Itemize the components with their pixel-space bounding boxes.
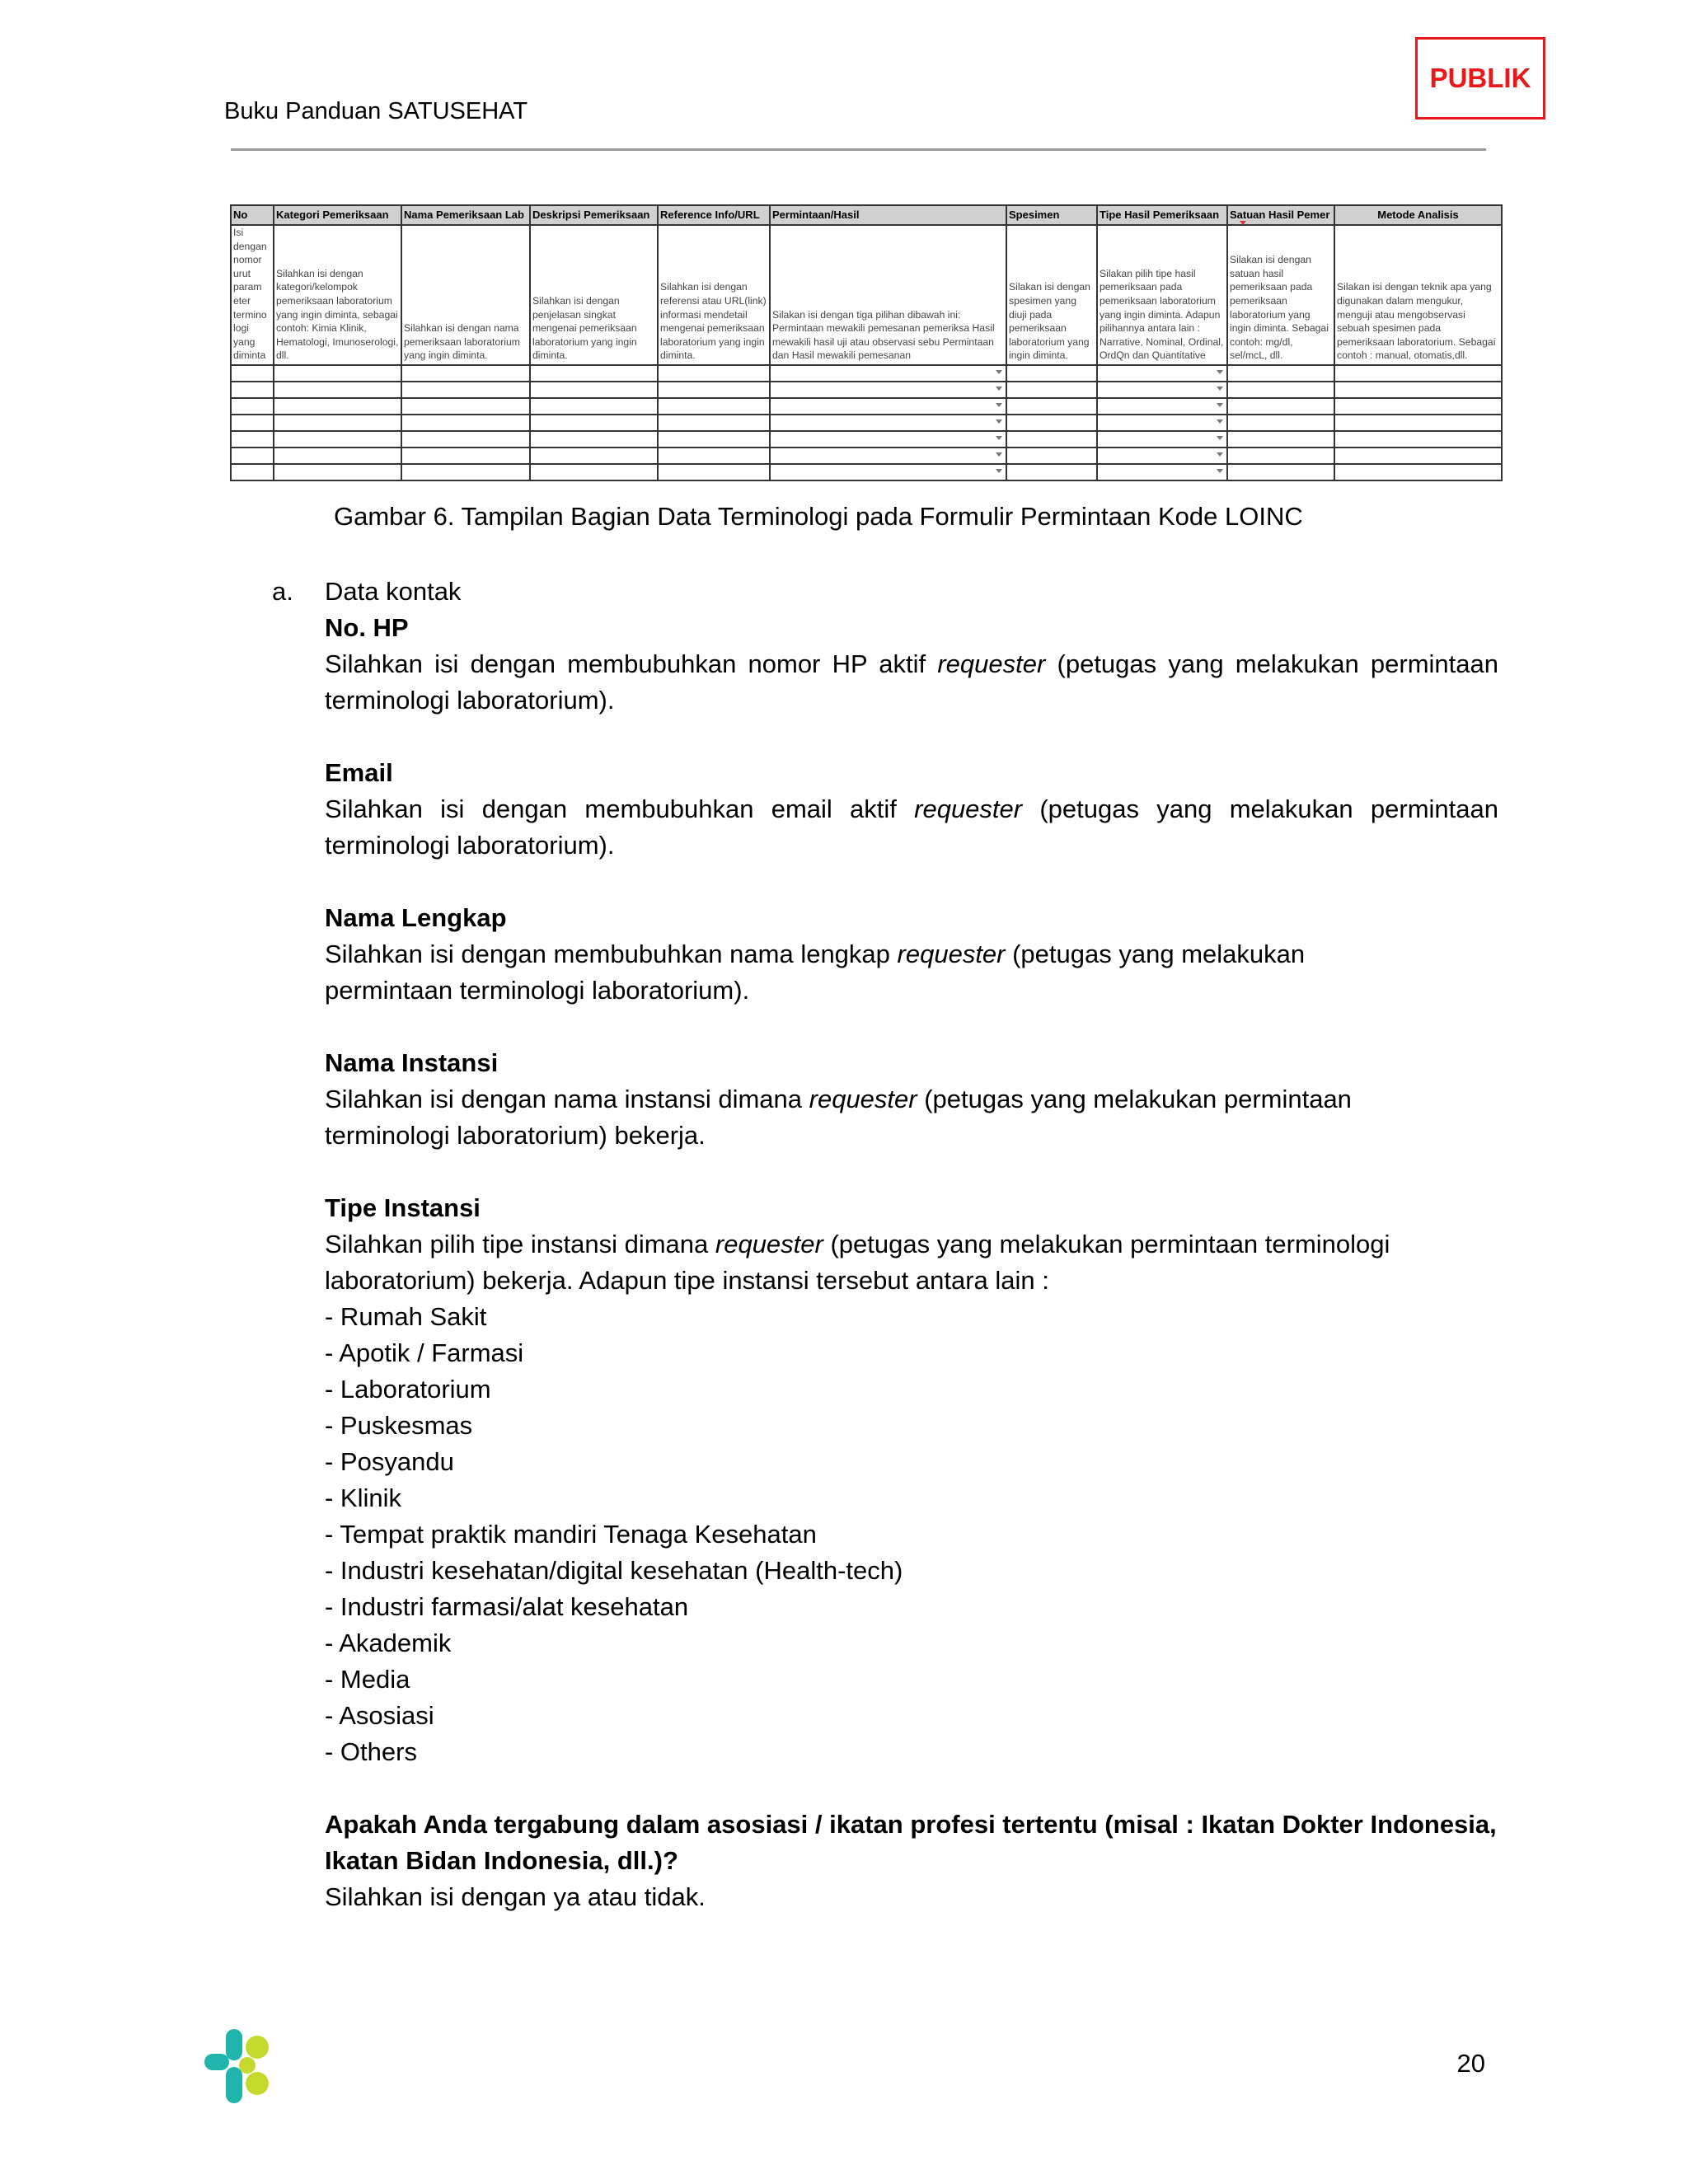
terminology-form-figure (230, 204, 1501, 491)
table-cell: Silakan pilih tipe hasil pemeriksaan pada pemeriksaan laboratorium yang ingin diminta. Adapun pilihannya antara lain : Narrative, Nominal, Ordinal, OrdQn dan Quantitative (1097, 225, 1227, 365)
column-header: Reference Info/URL (658, 205, 770, 225)
table-cell (1227, 382, 1334, 398)
nama-lengkap-heading: Nama Lengkap (325, 903, 507, 932)
table-cell (1006, 448, 1097, 464)
table-cell (274, 398, 401, 415)
contact-data-section (272, 574, 1498, 1915)
table-cell: Silahkan isi dengan nama pemeriksaan laboratorium yang ingin diminta. (401, 225, 530, 365)
table-cell (658, 448, 770, 464)
dropdown-arrow-icon (1217, 419, 1223, 424)
nama-lengkap-paragraph: Silahkan isi dengan membubuhkan nama lengkap requester (petugas yang melakukan permintaan terminologi laboratorium). (325, 940, 1306, 1005)
table-cell: Silakan isi dengan tiga pilihan dibawah ini: Permintaan mewakili pemesanan pemeriksa Hasil mewakili hasil uji atau observasi sebu Permintaan dan Hasil mewakili pemesanan (770, 225, 1006, 365)
table-cell (274, 365, 401, 382)
table-cell: Silahkan isi dengan referensi atau URL(link) informasi mendetail mengenai pemeriksaan laboratorium yang ingin diminta. (658, 225, 770, 365)
table-cell (658, 415, 770, 431)
kemenkes-logo-icon (204, 2029, 277, 2103)
asosiasi-paragraph: Silahkan isi dengan ya atau tidak. (325, 1882, 706, 1911)
list-item: - Others (325, 1737, 417, 1766)
column-header: Satuan Hasil Pemer (1227, 205, 1334, 225)
table-cell: Isi dengan nomor urut param eter termino logi yang diminta (231, 225, 274, 365)
table-cell (274, 464, 401, 480)
table-cell (1097, 431, 1227, 448)
email-heading: Email (325, 758, 393, 787)
table-cell (401, 398, 530, 415)
table-cell (658, 365, 770, 382)
column-header: Metode Analisis (1334, 205, 1502, 225)
dropdown-arrow-icon (996, 436, 1002, 440)
table-cell (770, 464, 1006, 480)
table-cell (770, 382, 1006, 398)
table-cell (231, 398, 274, 415)
table-cell (770, 398, 1006, 415)
column-header: Nama Pemeriksaan Lab (401, 205, 530, 225)
table-cell (274, 382, 401, 398)
table-cell (231, 431, 274, 448)
table-header-row (231, 205, 1502, 225)
header-title: Buku Panduan SATUSEHAT (224, 98, 528, 124)
terminology-table (230, 204, 1503, 481)
table-cell (274, 415, 401, 431)
list-item: - Laboratorium (325, 1375, 491, 1404)
table-cell (1097, 382, 1227, 398)
table-cell (1097, 365, 1227, 382)
list-item: - Asosiasi (325, 1701, 434, 1730)
figure-caption: Gambar 6. Tampilan Bagian Data Terminologi pada Formulir Permintaan Kode LOINC (334, 502, 1303, 531)
publik-badge: PUBLIK (1415, 37, 1545, 120)
dropdown-arrow-icon (996, 452, 1002, 457)
table-cell (1334, 365, 1502, 382)
logo-leaf-bottom (246, 2072, 269, 2095)
column-header: Spesimen (1006, 205, 1097, 225)
nama-instansi-heading: Nama Instansi (325, 1048, 499, 1077)
dropdown-arrow-icon (1217, 436, 1223, 440)
column-header: Deskripsi Pemeriksaan (530, 205, 658, 225)
table-cell: Silakan isi dengan teknik apa yang digunakan dalam mengukur, menguji atau mengobservasi sebuah spesimen pada pemeriksaan laboratorium. Sebagai contoh : manual, otomatis,dll. (1334, 225, 1502, 365)
table-cell: Silahkan isi dengan kategori/kelompok pemeriksaan laboratorium yang ingin diminta, sebagai contoh: Kimia Klinik, Hematologi, Imunoserologi, dll. (274, 225, 401, 365)
table-cell (1006, 431, 1097, 448)
table-cell (274, 448, 401, 464)
table-cell (530, 365, 658, 382)
table-cell (1334, 431, 1502, 448)
nohp-heading: No. HP (325, 613, 409, 642)
table-cell (401, 365, 530, 382)
page-number: 20 (1456, 2049, 1485, 2078)
dropdown-arrow-icon (1217, 370, 1223, 374)
table-cell (1334, 464, 1502, 480)
dropdown-arrow-icon (1217, 469, 1223, 473)
table-cell (770, 415, 1006, 431)
table-cell (530, 398, 658, 415)
logo-petal-bottom (226, 2067, 242, 2103)
table-cell (658, 431, 770, 448)
logo-petal-left (204, 2054, 229, 2070)
list-item: - Klinik (325, 1483, 402, 1512)
tipe-instansi-paragraph: Silahkan pilih tipe instansi dimana requester (petugas yang melakukan permintaan terminologi laboratorium) bekerja. Adapun tipe instansi tersebut antara lain : (325, 1230, 1390, 1295)
list-marker: a. (272, 577, 293, 606)
table-cell (1334, 415, 1502, 431)
dropdown-arrow-icon (1217, 452, 1223, 457)
table-cell (1334, 398, 1502, 415)
table-cell (770, 365, 1006, 382)
table-cell: Silakan isi dengan satuan hasil pemeriksaan pada pemeriksaan laboratorium yang ingin diminta. Sebagai contoh: mg/dl, sel/mcL, dll. (1227, 225, 1334, 365)
table-cell (530, 382, 658, 398)
table-cell (231, 464, 274, 480)
table-cell (231, 365, 274, 382)
logo-leaf-center (239, 2057, 256, 2074)
table-cell (1097, 415, 1227, 431)
table-cell: Silakan isi dengan spesimen yang diuji pada pemeriksaan laboratorium yang ingin diminta. (1006, 225, 1097, 365)
dropdown-arrow-icon (996, 403, 1002, 407)
tipe-instansi-heading: Tipe Instansi (325, 1193, 481, 1222)
table-cell (1334, 448, 1502, 464)
table-cell (401, 382, 530, 398)
table-cell (1006, 464, 1097, 480)
table-description-row (231, 225, 1502, 365)
column-header: Kategori Pemeriksaan (274, 205, 401, 225)
table-row (231, 415, 1502, 431)
table-cell (231, 448, 274, 464)
list-item: - Media (325, 1665, 410, 1694)
table-cell (1227, 464, 1334, 480)
table-row (231, 398, 1502, 415)
table-cell (1227, 431, 1334, 448)
list-item: - Tempat praktik mandiri Tenaga Kesehatan (325, 1520, 817, 1549)
table-cell (1006, 415, 1097, 431)
table-cell: Silahkan isi dengan penjelasan singkat mengenai pemeriksaan laboratorium yang ingin diminta. (530, 225, 658, 365)
table-cell (658, 382, 770, 398)
table-cell (1334, 382, 1502, 398)
instansi-type-list (325, 1299, 1498, 1770)
dropdown-arrow-icon (996, 419, 1002, 424)
nohp-paragraph: Silahkan isi dengan membubuhkan nomor HP aktif requester (petugas yang melakukan permintaan terminologi laboratorium). (325, 649, 1498, 715)
table-cell (1227, 365, 1334, 382)
list-item: - Akademik (325, 1629, 452, 1657)
table-row (231, 382, 1502, 398)
asosiasi-heading: Apakah Anda tergabung dalam asosiasi / ikatan profesi tertentu (misal : Ikatan Dokter Indonesia, Ikatan Bidan Indonesia, dll.)? (325, 1810, 1497, 1875)
email-paragraph: Silahkan isi dengan membubuhkan email aktif requester (petugas yang melakukan permintaan terminologi laboratorium). (325, 794, 1498, 860)
table-cell (231, 415, 274, 431)
list-item: - Apotik / Farmasi (325, 1338, 524, 1367)
list-item: - Industri kesehatan/digital kesehatan (Health-tech) (325, 1556, 903, 1585)
table-cell (1006, 382, 1097, 398)
comment-marker-icon (1240, 221, 1246, 225)
table-cell (401, 415, 530, 431)
logo-petal-top (226, 2029, 242, 2060)
table-cell (1006, 398, 1097, 415)
table-cell (530, 431, 658, 448)
table-cell (401, 464, 530, 480)
section-title: Data kontak (325, 577, 462, 606)
list-item: - Industri farmasi/alat kesehatan (325, 1592, 689, 1621)
list-item: - Rumah Sakit (325, 1302, 487, 1331)
list-item: - Posyandu (325, 1447, 454, 1476)
table-cell (770, 431, 1006, 448)
table-cell (1097, 464, 1227, 480)
table-cell (658, 464, 770, 480)
column-header: Permintaan/Hasil (770, 205, 1006, 225)
dropdown-arrow-icon (1217, 387, 1223, 391)
table-cell (658, 398, 770, 415)
dropdown-arrow-icon (996, 387, 1002, 391)
table-cell (401, 448, 530, 464)
logo-leaf-top (246, 2036, 269, 2059)
table-cell (530, 448, 658, 464)
table-cell (1227, 448, 1334, 464)
table-cell (530, 415, 658, 431)
table-cell (1006, 365, 1097, 382)
table-cell (770, 448, 1006, 464)
column-header: Tipe Hasil Pemeriksaan (1097, 205, 1227, 225)
dropdown-arrow-icon (996, 469, 1002, 473)
dropdown-arrow-icon (996, 370, 1002, 374)
nama-instansi-paragraph: Silahkan isi dengan nama instansi dimana requester (petugas yang melakukan permintaan terminologi laboratorium) bekerja. (325, 1085, 1352, 1150)
table-row (231, 464, 1502, 480)
table-cell (274, 431, 401, 448)
table-cell (1227, 398, 1334, 415)
table-cell (231, 382, 274, 398)
header-divider (231, 148, 1486, 151)
table-cell (1227, 415, 1334, 431)
column-header: No (231, 205, 274, 225)
table-cell (401, 431, 530, 448)
table-cell (1097, 398, 1227, 415)
table-row (231, 448, 1502, 464)
list-item: - Puskesmas (325, 1411, 473, 1440)
dropdown-arrow-icon (1217, 403, 1223, 407)
table-cell (530, 464, 658, 480)
table-row (231, 365, 1502, 382)
table-cell (1097, 448, 1227, 464)
table-row (231, 431, 1502, 448)
